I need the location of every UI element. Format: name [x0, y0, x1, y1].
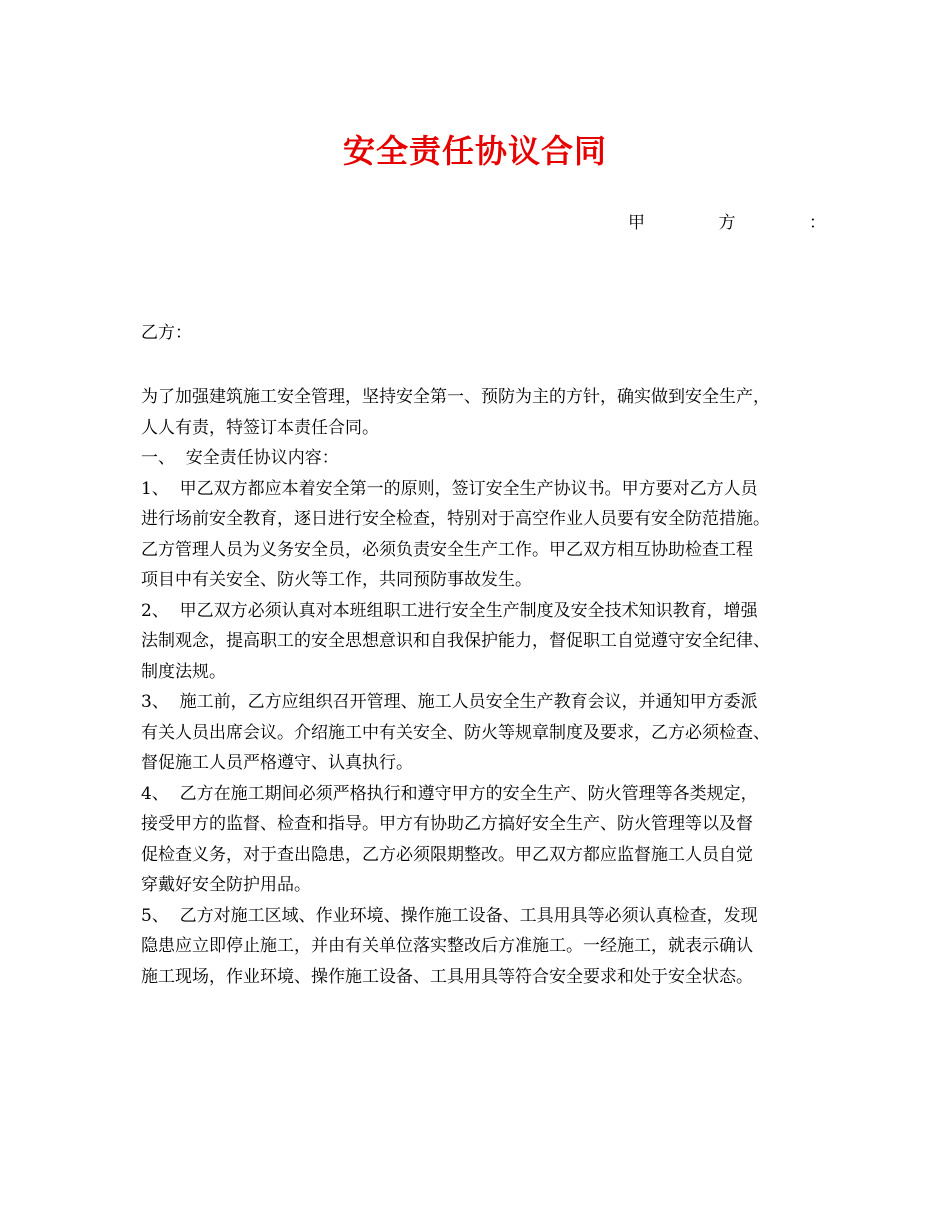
body-line: 人人有责，特签订本责任合同。 [141, 417, 379, 438]
body-line: 法制观念，提高职工的安全思想意识和自我保护能力，督促职工自觉遵守安全纪律、 [141, 631, 770, 651]
party-a-colon: ： [809, 213, 826, 233]
contract-body [141, 382, 831, 992]
party-a-line [628, 208, 826, 233]
body-line: 5、 乙方对施工区域、作业环境、操作施工设备、工具用具等必须认真检查，发现 [141, 905, 758, 926]
body-line: 4、 乙方在施工期间必须严格执行和遵守甲方的安全生产、防火管理等各类规定， [141, 783, 758, 804]
body-line: 项目中有关安全、防火等工作，共同预防事故发生。 [141, 570, 532, 590]
body-line: 督促施工人员严格遵守、认真执行。 [141, 753, 413, 773]
body-line: 1、 甲乙双方都应本着安全第一的原则，签订安全生产协议书。甲方要对乙方人员 [141, 478, 758, 499]
section-heading: 一、 安全责任协议内容： [141, 448, 339, 468]
party-b-label: 乙方： [141, 323, 192, 343]
body-line: 2、 甲乙双方必须认真对本班组职工进行安全生产制度及安全技术知识教育，增强 [141, 600, 758, 621]
body-line: 3、 施工前，乙方应组织召开管理、施工人员安全生产教育会议，并通知甲方委派 [141, 692, 758, 712]
body-line: 制度法规。 [141, 661, 226, 682]
body-line: 促检查义务，对于查出隐患，乙方必须限期整改。甲乙双方都应监督施工人员自觉 [141, 844, 753, 865]
body-line: 穿戴好安全防护用品。 [141, 875, 311, 895]
body-line: 进行场前安全教育，逐日进行安全检查，特别对于高空作业人员要有安全防范措施。 [141, 509, 770, 529]
body-line: 施工现场，作业环境、操作施工设备、工具用具等符合安全要求和处于安全状态。 [141, 966, 753, 987]
body-line: 为了加强建筑施工安全管理，坚持安全第一、预防为主的方针，确实做到安全生产， [141, 387, 770, 407]
party-a-char: 甲 [628, 213, 645, 233]
body-line: 隐患应立即停止施工，并由有关单位落实整改后方准施工。一经施工，就表示确认 [141, 936, 753, 956]
party-a-char: 方 [718, 213, 736, 233]
body-line: 乙方管理人员为义务安全员，必须负责安全生产工作。甲乙双方相互协助检查工程 [141, 539, 753, 560]
body-line: 有关人员出席会议。介绍施工中有关安全、防火等规章制度及要求，乙方必须检查、 [141, 722, 770, 743]
document-title: 安全责任协议合同 [342, 132, 607, 170]
body-line: 接受甲方的监督、检查和指导。甲方有协助乙方搞好安全生产、防火管理等以及督 [141, 814, 753, 834]
